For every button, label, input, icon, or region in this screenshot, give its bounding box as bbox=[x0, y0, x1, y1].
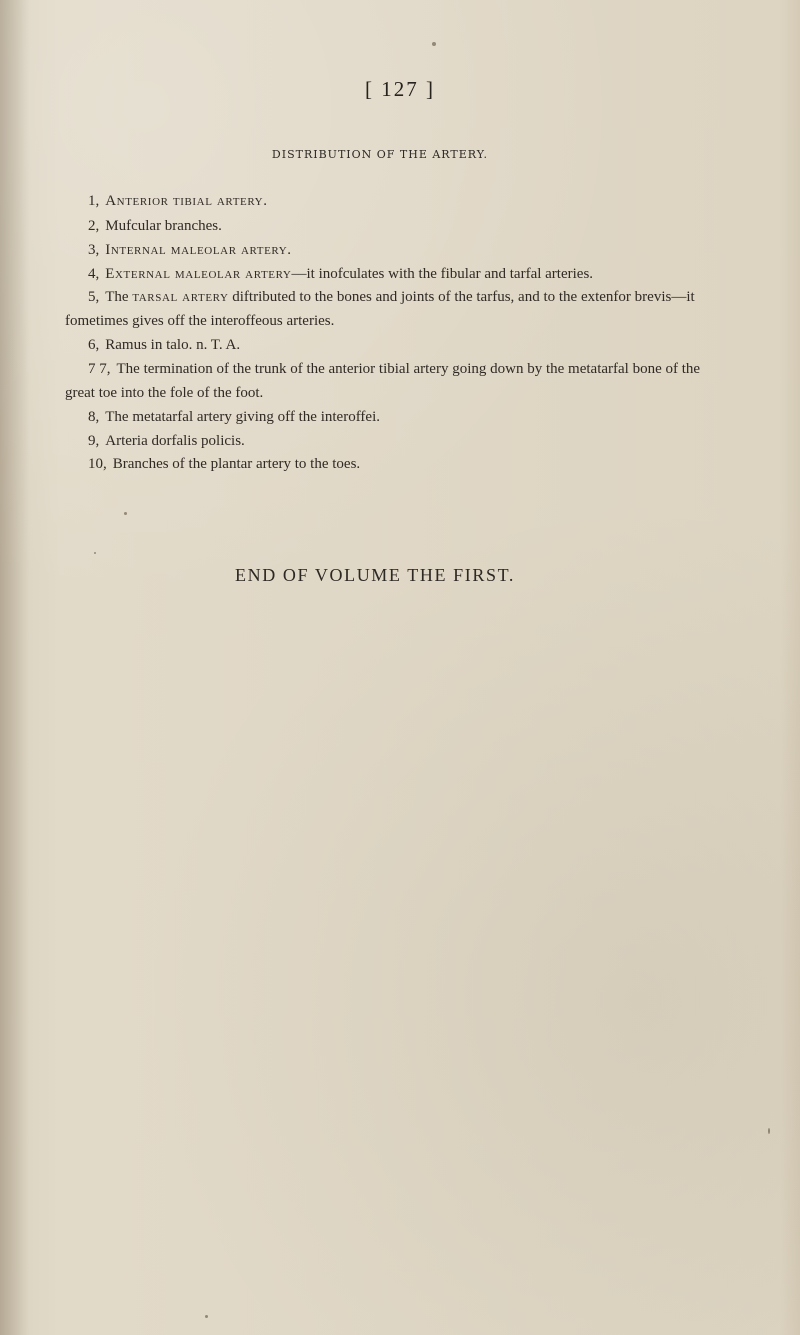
item-caps-text: External maleolar artery bbox=[105, 266, 292, 282]
item-caps-text: Internal maleolar artery. bbox=[105, 242, 292, 258]
paper-speck bbox=[768, 1128, 770, 1134]
item-text: Arteria dorfalis policis. bbox=[105, 433, 245, 449]
item-number: 2, bbox=[88, 218, 100, 234]
paper-speck bbox=[432, 42, 436, 46]
list-item bbox=[88, 432, 245, 450]
item-number: 9, bbox=[88, 433, 100, 449]
list-item bbox=[88, 360, 700, 378]
item-pre-text: The bbox=[105, 289, 133, 305]
list-item bbox=[88, 241, 292, 259]
page-gutter-shadow bbox=[0, 0, 30, 1335]
item-number: 8, bbox=[88, 409, 100, 425]
list-item bbox=[88, 265, 593, 283]
item-number: 7 7, bbox=[88, 361, 111, 377]
item-caps-text: Anterior tibial artery. bbox=[105, 193, 268, 209]
list-item bbox=[88, 192, 268, 210]
list-item bbox=[88, 336, 240, 354]
paper-speck bbox=[205, 1315, 208, 1318]
item-number: 3, bbox=[88, 242, 100, 258]
list-item bbox=[88, 455, 360, 473]
item-number: 4, bbox=[88, 266, 100, 282]
paper-speck bbox=[124, 512, 127, 515]
item-number: 1, bbox=[88, 193, 100, 209]
item-text: —it inofculates with the fibular and tarfal arteries. bbox=[291, 266, 594, 282]
item-text: Branches of the plantar artery to the toes. bbox=[112, 456, 361, 472]
item-number: 6, bbox=[88, 337, 100, 353]
paper-speck bbox=[94, 552, 96, 554]
list-item bbox=[88, 288, 695, 306]
item-text: diftributed to the bones and joints of the tarfus, and to the extenfor brevis—it bbox=[228, 289, 695, 305]
item-number: 10, bbox=[88, 456, 107, 472]
item-caps-text: tarsal artery bbox=[132, 289, 229, 305]
list-item bbox=[88, 408, 380, 426]
item-text: The termination of the trunk of the anterior tibial artery going down by the metatarfal bone of the bbox=[116, 361, 701, 377]
volume-end-text: END OF VOLUME THE FIRST. bbox=[235, 565, 515, 585]
section-title: DISTRIBUTION OF THE ARTERY. bbox=[271, 148, 489, 161]
item-text: Ramus in talo. n. T. A. bbox=[105, 337, 241, 353]
item-text: The metatarfal artery giving off the interoffei. bbox=[105, 409, 380, 425]
list-item bbox=[88, 217, 222, 235]
item-text: Mufcular branches. bbox=[105, 218, 222, 234]
page-number: [ 127 ] bbox=[365, 77, 435, 101]
list-item-continuation: fometimes gives off the interoffeous arteries. bbox=[65, 313, 335, 329]
list-item-continuation: great toe into the fole of the foot. bbox=[65, 385, 264, 401]
item-number: 5, bbox=[88, 289, 100, 305]
